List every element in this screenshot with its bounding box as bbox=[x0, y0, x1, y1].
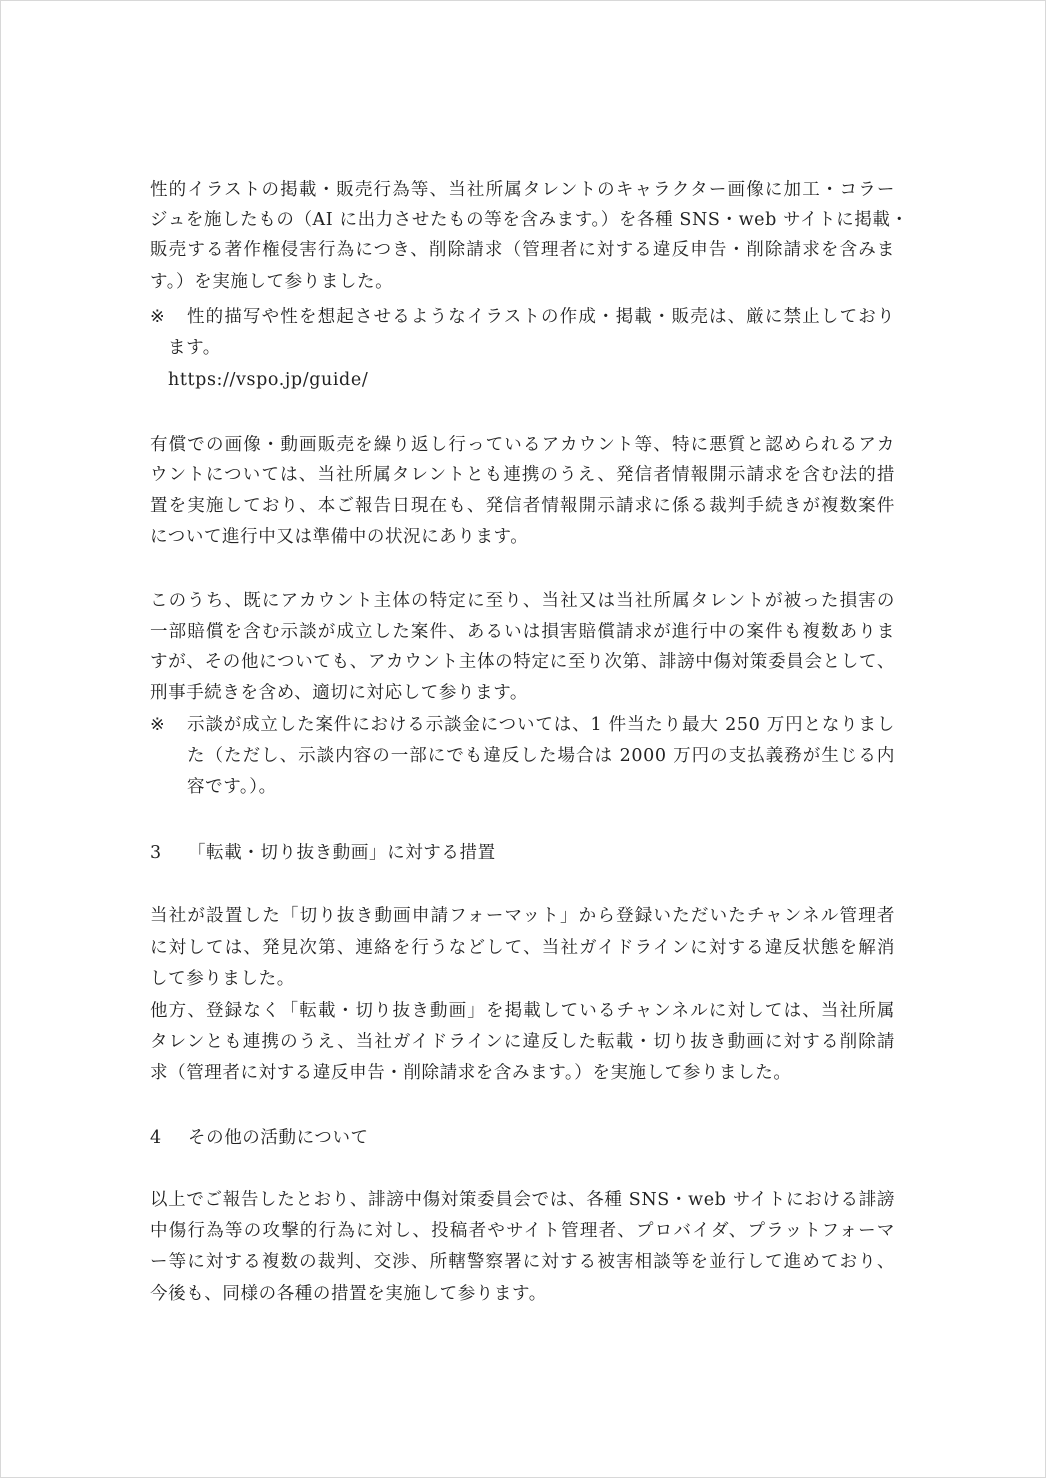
para2-line: ウントについては、当社所属タレントとも連携のうえ、発信者情報開示請求を含む法的措 bbox=[150, 465, 895, 485]
para3-line: すが、その他についても、アカウント主体の特定に至り次第、誹謗中傷対策委員会として、 bbox=[150, 652, 895, 672]
para3-line: 刑事手続きを含め、適切に対応して参ります。 bbox=[150, 683, 528, 703]
para6-line: 中傷行為等の攻撃的行為に対し、投稿者やサイト管理者、プロバイダ、プラットフォーマ bbox=[150, 1221, 895, 1241]
para4-line: して参りました。 bbox=[150, 969, 295, 989]
para2-line: について進行中又は準備中の状況にあります。 bbox=[150, 527, 529, 547]
para3-line: 一部賠償を含む示談が成立した案件、あるいは損害賠償請求が進行中の案件も複数ありま bbox=[150, 622, 895, 642]
para6-line: 以上でご報告したとおり、誹謗中傷対策委員会では、各種 SNS・web サイトにおける誹謗 bbox=[150, 1190, 895, 1210]
para5-line: タレンとも連携のうえ、当社ガイドラインに違反した転載・切り抜き動画に対する削除請 bbox=[150, 1032, 895, 1052]
note2-line: 示談が成立した案件における示談金については、1 件当たり最大 250 万円となりまし bbox=[187, 715, 895, 735]
note2-line: た（ただし、示談内容の一部にでも違反した場合は 2000 万円の支払義務が生じる内 bbox=[187, 746, 895, 766]
para3-line: このうち、既にアカウント主体の特定に至り、当社又は当社所属タレントが被った損害の bbox=[150, 591, 895, 611]
para1-line: す。）を実施して参りました。 bbox=[150, 272, 394, 292]
para4-line: に対しては、発見次第、連絡を行うなどして、当社ガイドラインに対する違反状態を解消 bbox=[150, 938, 895, 958]
para5-line: 他方、登録なく「転載・切り抜き動画」を掲載しているチャンネルに対しては、当社所属 bbox=[150, 1001, 895, 1021]
note1-line: 性的描写や性を想起させるようなイラストの作成・掲載・販売は、厳に禁止しており bbox=[187, 307, 895, 327]
para4-line: 当社が設置した「切り抜き動画申請フォーマット」から登録いただいたチャンネル管理者 bbox=[150, 906, 895, 926]
guide-url-link[interactable]: https://vspo.jp/guide/ bbox=[168, 370, 369, 390]
section-title: その他の活動について bbox=[188, 1128, 369, 1148]
para1-line: 性的イラストの掲載・販売行為等、当社所属タレントのキャラクター画像に加工・コラー bbox=[150, 180, 895, 200]
note-mark: ※ bbox=[150, 715, 165, 735]
para1-line: ジュを施したもの（AI に出力させたもの等を含みます。）を各種 SNS・web サイトに掲載・ bbox=[150, 210, 909, 230]
note1-line: ます。 bbox=[168, 338, 221, 358]
para1-line: 販売する著作権侵害行為につき、削除請求（管理者に対する違反申告・削除請求を含みま bbox=[150, 240, 895, 260]
section-title: 「転載・切り抜き動画」に対する措置 bbox=[188, 843, 496, 863]
note-mark: ※ bbox=[150, 307, 165, 327]
para6-line: ー等に対する複数の裁判、交渉、所轄警察署に対する被害相談等を並行して進めており、 bbox=[150, 1252, 895, 1272]
para6-line: 今後も、同様の各種の措置を実施して参ります。 bbox=[150, 1284, 547, 1304]
note2-line: 容です。）。 bbox=[187, 777, 277, 797]
section-number: 3 bbox=[150, 843, 162, 863]
section-number: 4 bbox=[150, 1128, 162, 1148]
para2-line: 置を実施しており、本ご報告日現在も、発信者情報開示請求に係る裁判手続きが複数案件 bbox=[150, 496, 895, 516]
para5-line: 求（管理者に対する違反申告・削除請求を含みます。）を実施して参りました。 bbox=[150, 1063, 792, 1083]
para2-line: 有償での画像・動画販売を繰り返し行っているアカウント等、特に悪質と認められるアカ bbox=[150, 435, 895, 455]
